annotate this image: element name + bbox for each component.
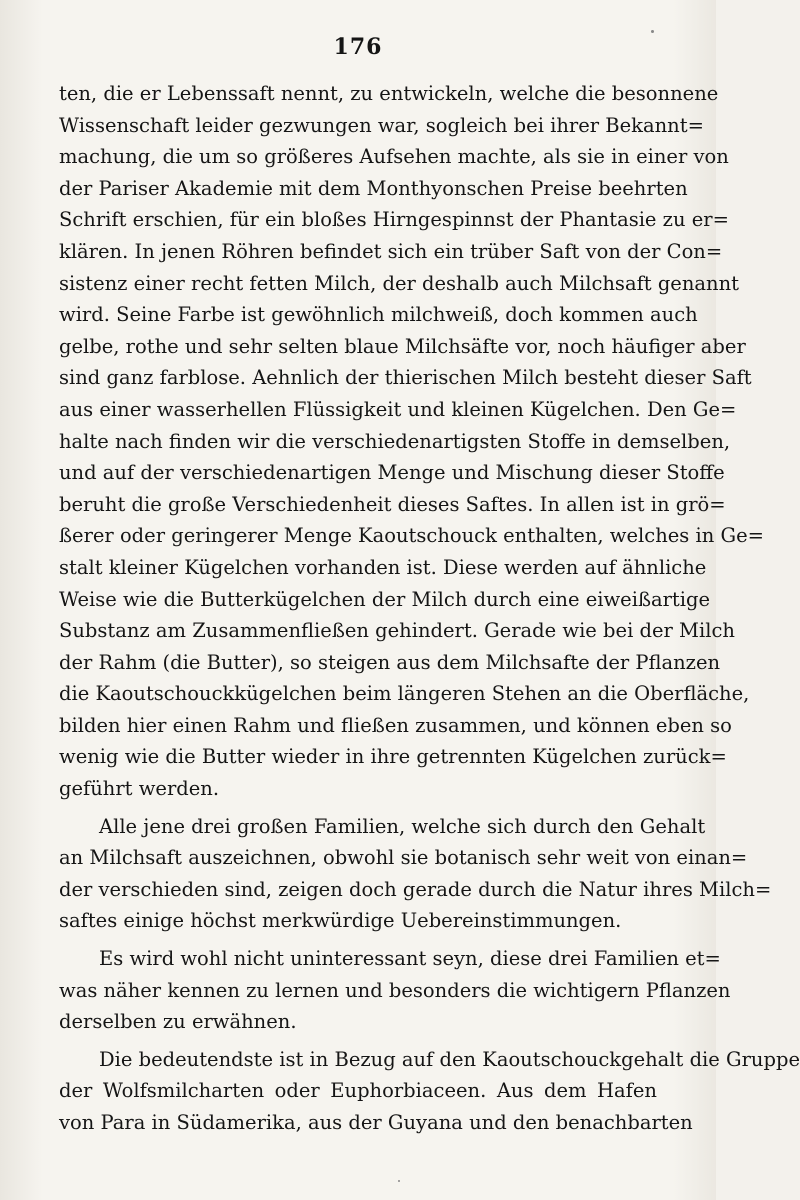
text-line: Die bedeutendste ist in Bezug auf den Kaoutschouckgehalt die Gruppe <box>99 1047 800 1071</box>
text-line: wird. Seine Farbe ist gewöhnlich milchweiß, doch kommen auch <box>59 303 698 327</box>
text-line: ßerer oder geringerer Menge Kaoutschouck enthalten, welches in Ge= <box>59 524 764 548</box>
text-line: der Wolfsmilcharten oder Euphorbiaceen. Aus dem Hafen <box>59 1079 657 1103</box>
text-line: der Pariser Akademie mit dem Monthyonschen Preise beehrten <box>59 176 688 200</box>
text-line: halte nach finden wir die verschiedenartigsten Stoffe in demselben, <box>59 429 731 453</box>
text-line: der Rahm (die Butter), so steigen aus dem Milchsafte der Pflanzen <box>59 650 721 674</box>
text-line: geführt werden. <box>59 777 220 801</box>
body-text <box>59 78 800 1139</box>
text-line: klären. In jenen Röhren befindet sich ein trüber Saft von der Con= <box>59 239 723 263</box>
text-line: sind ganz farblose. Aehnlich der thierischen Milch besteht dieser Saft <box>59 366 752 390</box>
text-line: machung, die um so größeres Aufsehen machte, als sie in einer von <box>59 145 729 169</box>
text-line: Wissenschaft leider gezwungen war, sogleich bei ihrer Bekannt= <box>59 113 704 137</box>
text-line: wenig wie die Butter wieder in ihre getrennten Kügelchen zurück= <box>59 745 727 769</box>
text-line: ten, die er Lebenssaft nennt, zu entwickeln, welche die besonnene <box>59 82 719 105</box>
text-line: Es wird wohl nicht uninteressant seyn, diese drei Familien et= <box>99 947 721 971</box>
page-number: 176 <box>333 34 383 60</box>
text-line: Alle jene drei großen Familien, welche sich durch den Gehalt <box>99 814 706 838</box>
text-line: saftes einige höchst merkwürdige Uebereinstimmungen. <box>59 909 622 933</box>
paragraph <box>59 1044 800 1139</box>
paper-speck <box>651 30 654 33</box>
text-line: Substanz am Zusammenfließen gehindert. Gerade wie bei der Milch <box>59 619 735 643</box>
text-line: sistenz einer recht fetten Milch, der deshalb auch Milchsaft genannt <box>59 271 739 295</box>
text-line: was näher kennen zu lernen und besonders die wichtigern Pflanzen <box>59 978 731 1002</box>
text-line: aus einer wasserhellen Flüssigkeit und kleinen Kügelchen. Den Ge= <box>59 397 737 421</box>
text-line: von Para in Südamerika, aus der Guyana und den benachbarten <box>59 1111 693 1134</box>
text-line: der verschieden sind, zeigen doch gerade durch die Natur ihres Milch= <box>59 877 772 901</box>
text-line: derselben zu erwähnen. <box>59 1010 297 1034</box>
paragraph <box>59 811 772 937</box>
text-line: beruht die große Verschiedenheit dieses Saftes. In allen ist in grö= <box>59 492 726 516</box>
text-line: stalt kleiner Kügelchen vorhanden ist. Diese werden auf ähnliche <box>59 555 707 579</box>
text-line: bilden hier einen Rahm und fließen zusammen, und können eben so <box>59 713 732 737</box>
paragraph <box>59 78 764 805</box>
text-line: Schrift erschien, für ein bloßes Hirngespinnst der Phantasie zu er= <box>59 208 729 232</box>
paragraph <box>59 943 731 1038</box>
text-line: die Kaoutschouckkügelchen beim längeren Stehen an die Oberfläche, <box>59 682 750 706</box>
text-line: und auf der verschiedenartigen Menge und Mischung dieser Stoffe <box>59 461 725 485</box>
text-line: an Milchsaft auszeichnen, obwohl sie botanisch sehr weit von einan= <box>59 846 748 870</box>
text-line: Weise wie die Butterkügelchen der Milch durch eine eiweißartige <box>59 587 711 611</box>
paper-speck <box>398 1180 400 1182</box>
text-line: gelbe, rothe und sehr selten blaue Milchsäfte vor, noch häufiger aber <box>59 334 746 358</box>
